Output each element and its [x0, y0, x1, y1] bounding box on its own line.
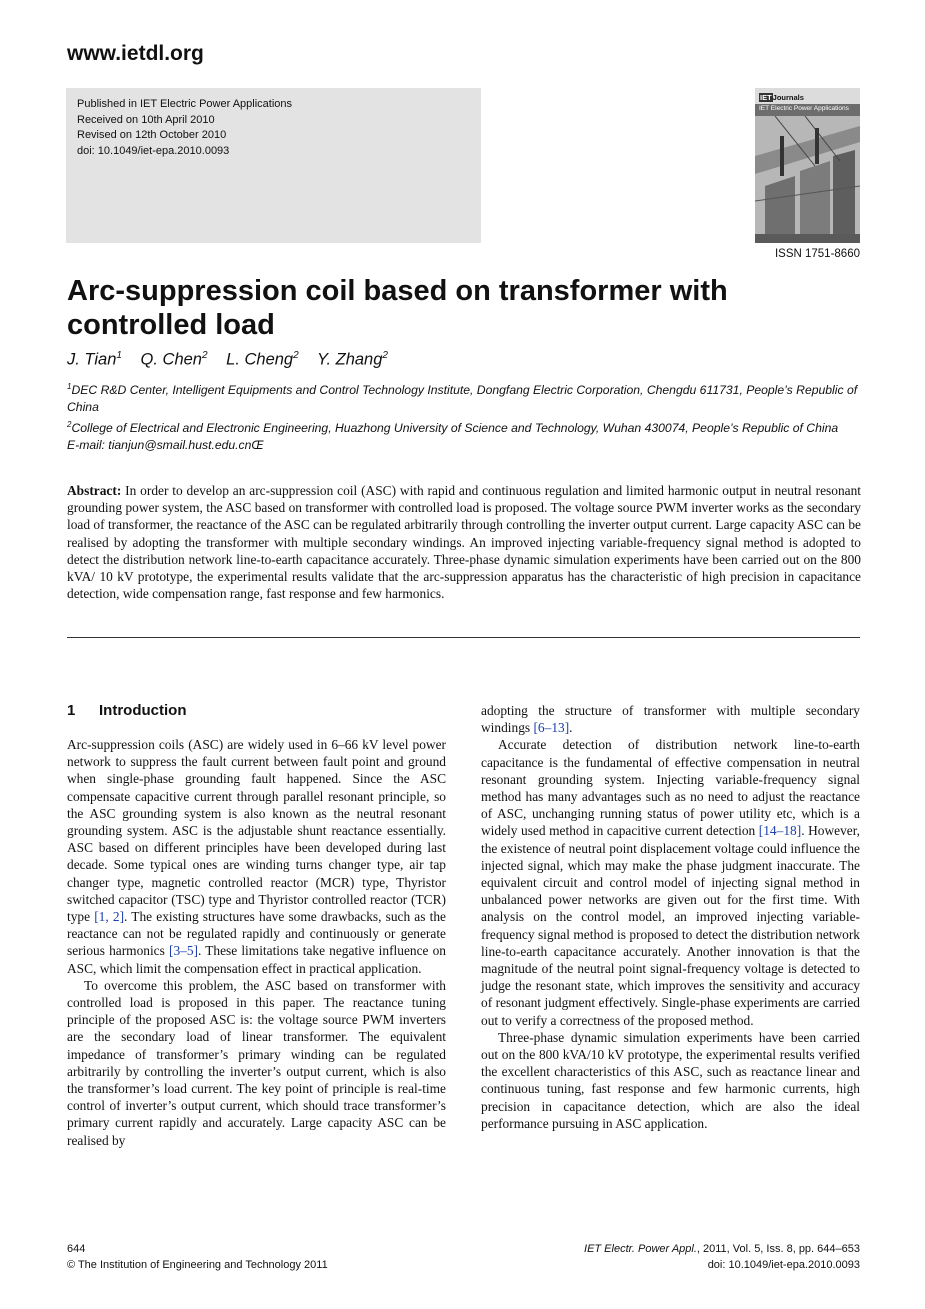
paragraph: Three-phase dynamic simulation experiments have been carried out on the 800 kVA/10 kV prototype, the experimental results verified the excellent characteristics of this ASC, such as reactance linear and continuous tuning, fast response and few harmonic currents, high precision in capacitance detection, which are also the ideal performance pursuing in ASC application.	[481, 1029, 860, 1131]
site-url[interactable]: www.ietdl.org	[67, 42, 204, 65]
journal-citation: IET Electr. Power Appl., 2011, Vol. 5, Iss. 8, pp. 644–653	[584, 1243, 860, 1255]
citation-link[interactable]: [1, 2]	[94, 909, 125, 925]
citation-link[interactable]: [3–5]	[168, 943, 198, 959]
author-affiliation-marker: 2	[201, 350, 208, 361]
received-date: Received on 10th April 2010	[77, 113, 215, 126]
author-name: L. Cheng	[226, 350, 294, 369]
published-in: Published in IET Electric Power Applications	[77, 98, 293, 110]
paragraph: Arc-suppression coils (ASC) are widely used in 6–66 kV level power network to suppress the fault current between fault point and ground when single-phase grounding fault happened. Since the ASC compensate capacitive current through parallel resonant principle, so the ASC grounding system is also known as the neutral resonant grounding system. ASC is the adjustable shunt reactance essentially. ASC based on different principles have been developed during last decade. Some typical ones are winding turns changer type, air tap changer type, magnetic controlled reactor (MCR) type, Thyristor switched capacitor (TSC) type and Thyristor controlled reactor (TCR) type [1, 2]. The existing structures have some drawbacks, such as the reactance can not be regulated rapidly and continuously or generate serious harmonics [3–5]. These limitations take negative influence on ASC, which limit the compensation effect in practical application.	[67, 737, 446, 976]
cover-footer	[755, 234, 860, 243]
cover-band	[755, 104, 860, 116]
author-affiliation-marker: 2	[293, 350, 299, 361]
left-column	[67, 736, 446, 1149]
section-divider	[67, 637, 860, 638]
citation-link[interactable]: [14–18]	[758, 823, 802, 839]
affiliations	[67, 378, 867, 454]
journal-cover-image	[755, 88, 860, 243]
section-title: Introduction	[99, 702, 187, 719]
contact-email[interactable]: E-mail: tianjun@smail.hust.edu.cnŒ	[67, 438, 264, 453]
paper-title: Arc-suppression coil based on transformer with controlled load	[67, 275, 728, 341]
doi-header[interactable]: doi: 10.1049/iet-epa.2010.0093	[77, 144, 230, 157]
citation-link[interactable]: [6–13]	[533, 720, 570, 736]
cover-journal: IET Electric Power Applications	[759, 105, 849, 112]
right-column	[481, 702, 860, 1132]
author-name: Q. Chen	[140, 350, 202, 369]
abstract	[67, 482, 861, 602]
section-number: 1	[67, 702, 76, 719]
abstract-label: Abstract:	[67, 483, 122, 498]
paragraph: adopting the structure of transformer with multiple secondary windings [6–13].	[481, 703, 860, 736]
copyright: © The Institution of Engineering and Technology 2011	[67, 1259, 328, 1271]
substation-illustration	[755, 116, 860, 234]
issn: ISSN 1751-8660	[774, 248, 860, 260]
affiliation-1: $^1$DEC R&D Center, Intelligent Equipments and Control Technology Institute, Dongfang Electric Corporation, Chengdu 611731, People’s Republic of China	[67, 382, 858, 415]
revised-date: Revised on 12th October 2010	[77, 129, 227, 142]
page-number: 644	[67, 1243, 86, 1255]
affiliation-2: $^2$College of Electrical and Electronic Engineering, Huazhong University of Science and Technology, Wuhan 430074, People’s Republic of China	[67, 420, 839, 436]
author-affiliation-marker: 2	[382, 350, 388, 361]
author-name: J. Tian	[67, 350, 117, 369]
footer-right	[480, 1241, 860, 1273]
abstract-text: In order to develop an arc-suppression coil (ASC) with rapid and continuous regulation and limited harmonic output in neutral resonant grounding power system, the ASC based on transformer with controlled load is proposed. The voltage source PWM inverter works as the secondary load of transformer, the reactance of the ASC can be regulated arbitrarily through controlling the inverter output current. Large capacity ASC can be realised by adopting the transformer with multiple secondary windings. An improved injecting variable-frequency signal method is adopted to detect the distribution network line-to-earth capacitance accurately. Three-phase dynamic simulation experiments have been carried out on the 800 kVA/ 10 kV prototype, the experimental results validate that the arc-suppression apparatus has the characteristic of high precision in capacitance detection, wide compensation range, fast response and few harmonics.	[67, 483, 861, 602]
footer-left	[67, 1241, 328, 1273]
paragraph: Accurate detection of distribution network line-to-earth capacitance is the fundamental of effective compensation in neutral resonant grounding system. Injecting variable-frequency signal method has many advantages such as no need to adjust the reactance of ASC, unchanging running status of power utility etc, which is a widely used method in capacitive current detection [14–18]. However, the existence of neutral point displacement voltage could influence the injected signal, which may make the phase judgment inaccurate. The equivalent circuit and control model of injecting signal method in unbalanced power networks are given out for the first time. With analysis on the control model, an improved injecting variable-frequency signal method is proposed to detect the distribution network line-to-earth capacitance accurately. Another innovation is that the magnitude of the neutral point signal-frequency voltage is detected to judge the resonant state, which improves the sensitivity and accuracy of resonant judgment effectively. Single-phase experiments are carried out to verify a correctness of the proposed method.	[481, 737, 860, 1028]
author-list	[67, 350, 402, 370]
paragraph: To overcome this problem, the ASC based on transformer with controlled load is proposed in this paper. The reactance tuning principle of the proposed ASC is: the voltage source PWM inverters are the secondary load of linear transformer. The equivalent impedance of transformer’s primary winding can be regulated arbitrarily by controlling the inverter’s output current, which is also the transformer’s load current. The key point of principle is real-time control of inverter’s output current, which should trace transformer’s primary current rapidly and accurately. Large capacity ASC can be realised by	[67, 977, 446, 1148]
publication-info-box	[66, 88, 481, 243]
cover-brand: IETJournals	[760, 93, 804, 102]
footer-doi[interactable]: doi: 10.1049/iet-epa.2010.0093	[707, 1259, 860, 1271]
author-affiliation-marker: 1	[116, 350, 122, 361]
section-heading	[67, 702, 186, 719]
author-name: Y. Zhang	[316, 350, 383, 369]
cover-photo	[755, 116, 860, 234]
